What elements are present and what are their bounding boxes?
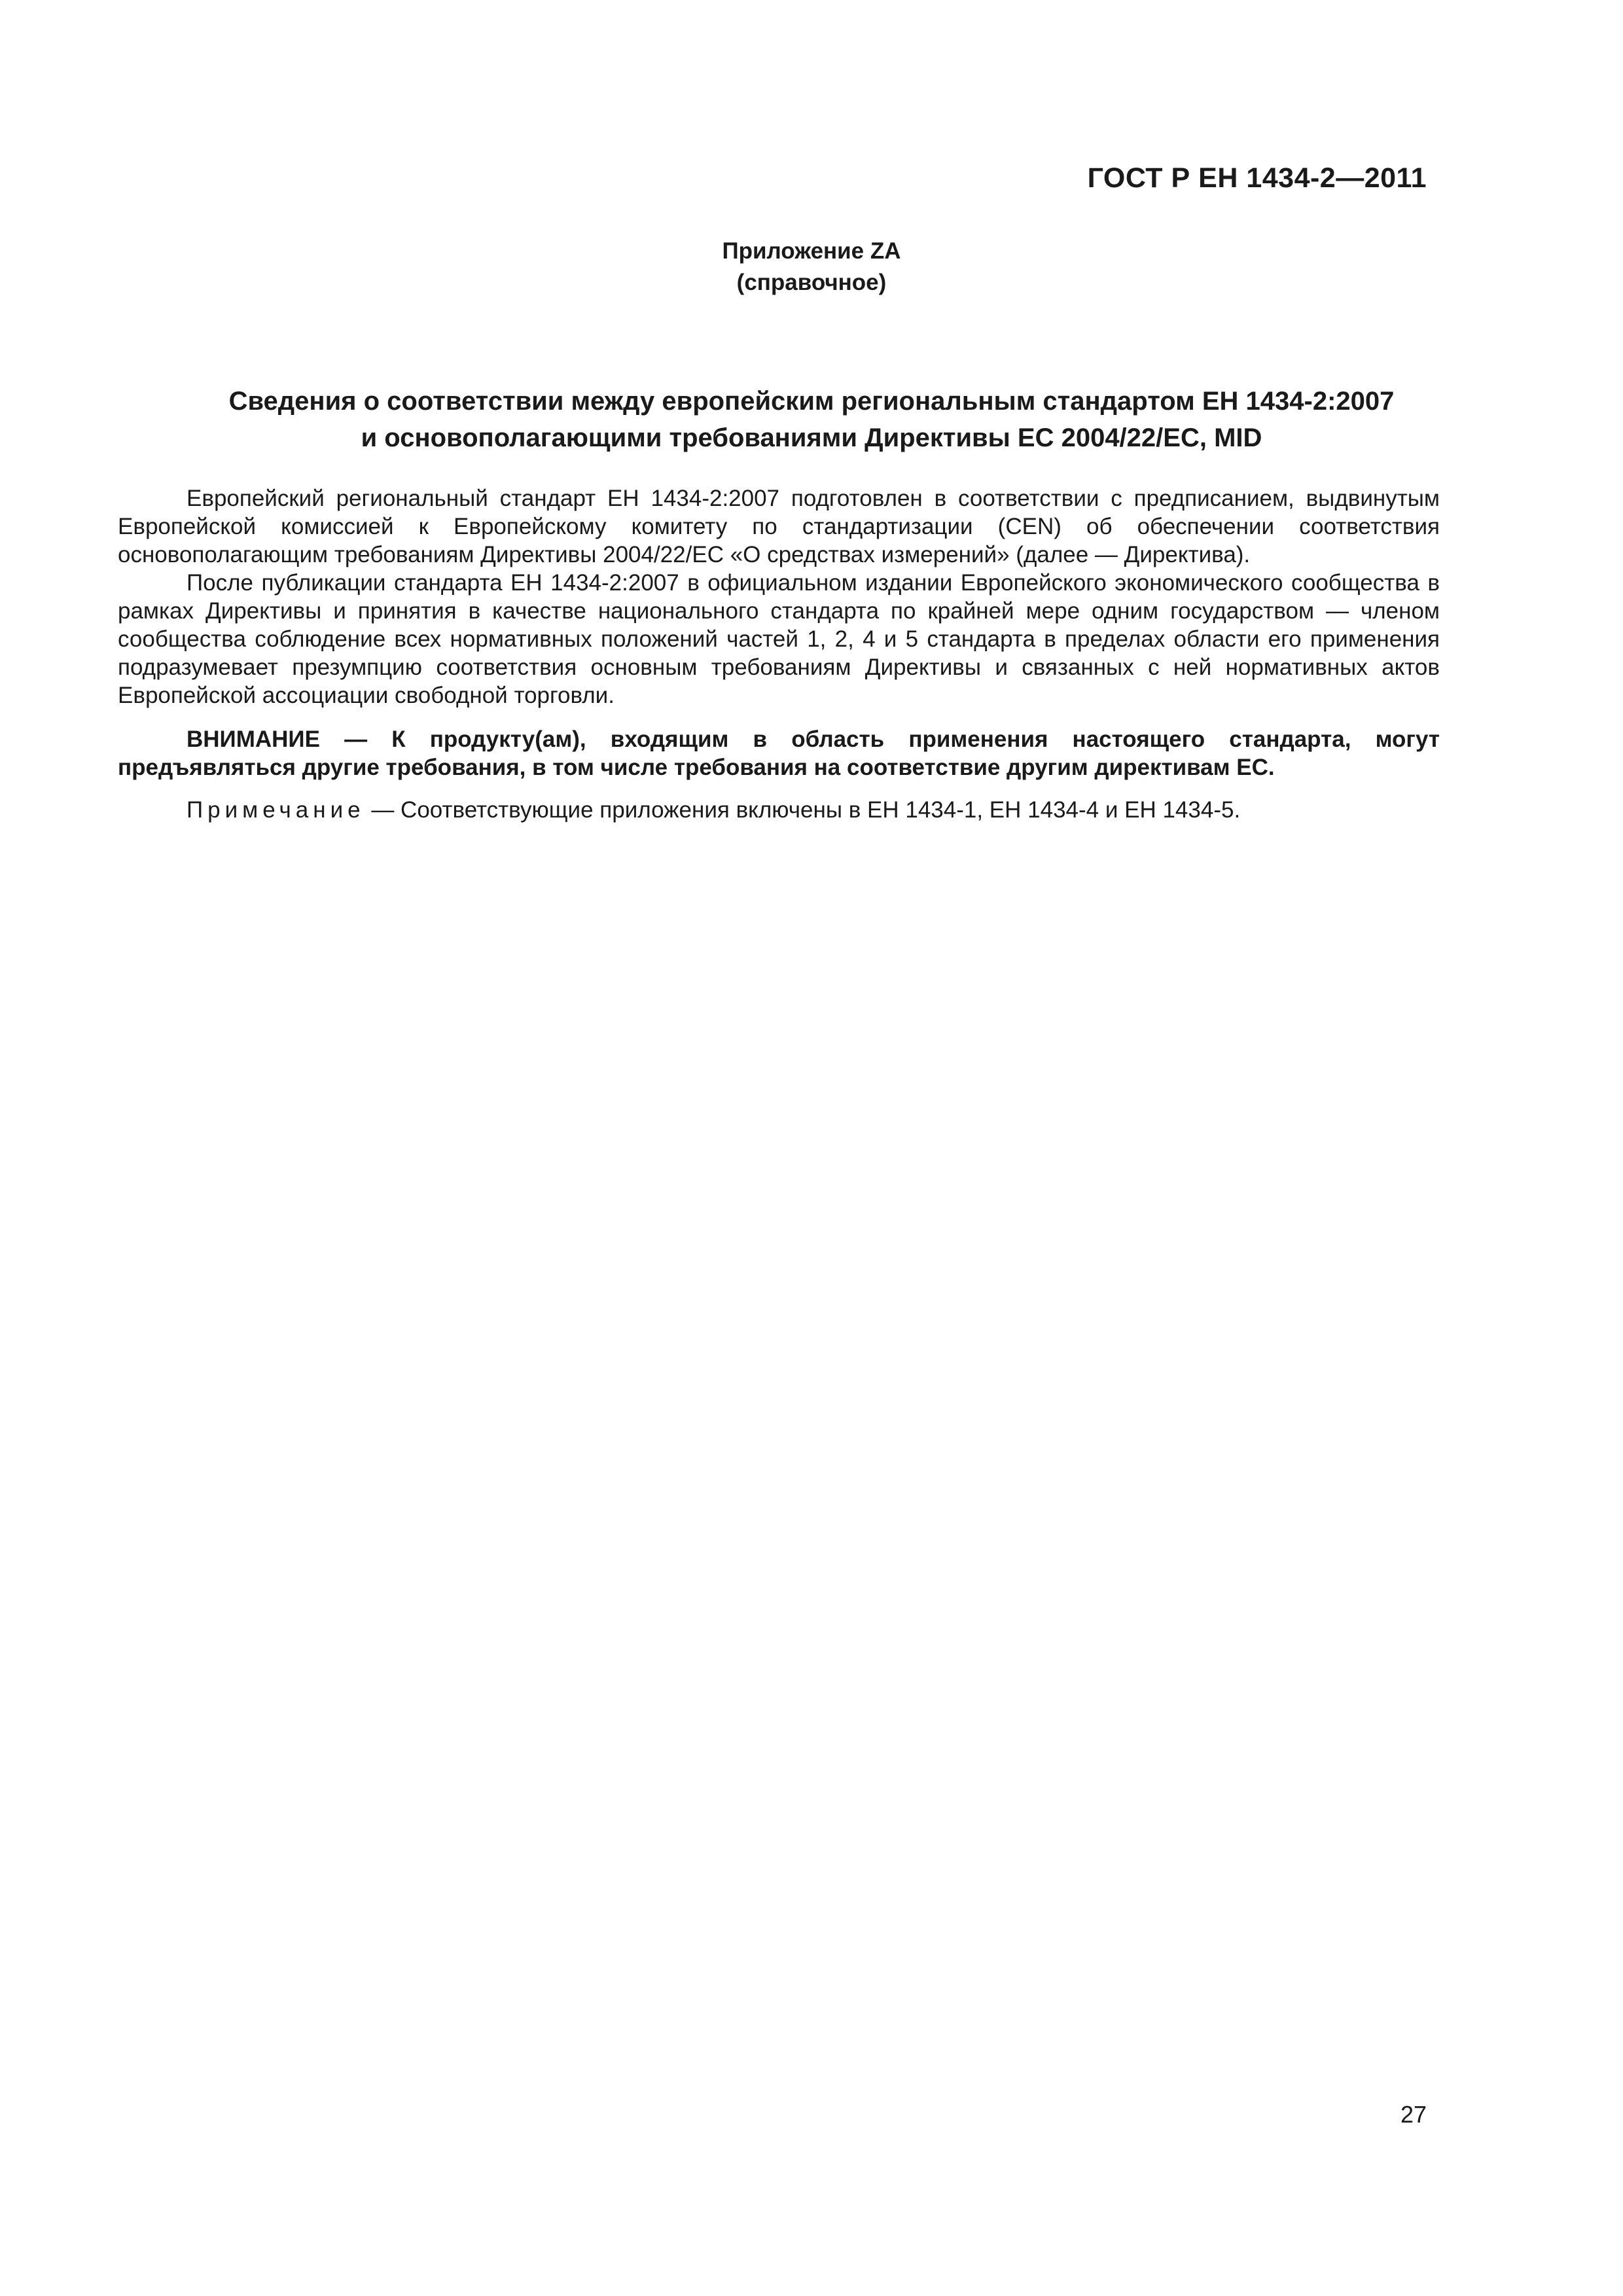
body-text xyxy=(118,484,1440,824)
standard-code-header: ГОСТ Р ЕН 1434-2—2011 xyxy=(1087,162,1427,194)
paragraph-2: После публикации стандарта ЕН 1434-2:2007 в официальном издании Европейского экономического сообщества в рамках Директивы и принятия в качестве национального стандарта по крайней мере одним государством — членом сообщества соблюдение всех нормативных положений частей 1, 2, 4 и 5 стандарта в пределах области его применения подразумевает презумпцию соответствия основным требованиям Директивы и связанных с ней нормативных актов Европейской ассоциации свободной торговли. xyxy=(118,570,1440,708)
note-text: — Соответствующие приложения включены в ЕН 1434-1, ЕН 1434-4 и ЕН 1434-5. xyxy=(365,797,1241,823)
annex-title-line-1: Сведения о соответствии между европейским региональным стандартом ЕН 1434-2:2007 xyxy=(228,387,1395,416)
annex-label: Приложение ZA xyxy=(722,238,901,264)
annex-title-line-2: и основополагающими требованиями Директивы ЕС 2004/22/ЕС, MID xyxy=(361,423,1262,452)
note-paragraph xyxy=(118,796,1440,824)
warning-paragraph: ВНИМАНИЕ — К продукту(ам), входящим в область применения настоящего стандарта, могут предъявляться другие требования, в том числе требования на соответствие другим директивам ЕС. xyxy=(118,726,1440,780)
note-label: Примечание xyxy=(187,797,365,823)
paragraph-1: Европейский региональный стандарт ЕН 1434-2:2007 подготовлен в соответствии с предписанием, выдвинутым Европейской комиссией к Европейскому комитету по стандартизации (CEN) об обеспечении соответствия основополагающим требованиям Директивы 2004/22/ЕС «О средствах измерений» (далее — Директива). xyxy=(118,486,1440,567)
annex-heading xyxy=(0,236,1623,298)
page-number: 27 xyxy=(1400,2101,1427,2128)
annex-type: (справочное) xyxy=(736,270,887,295)
annex-title xyxy=(118,383,1505,456)
